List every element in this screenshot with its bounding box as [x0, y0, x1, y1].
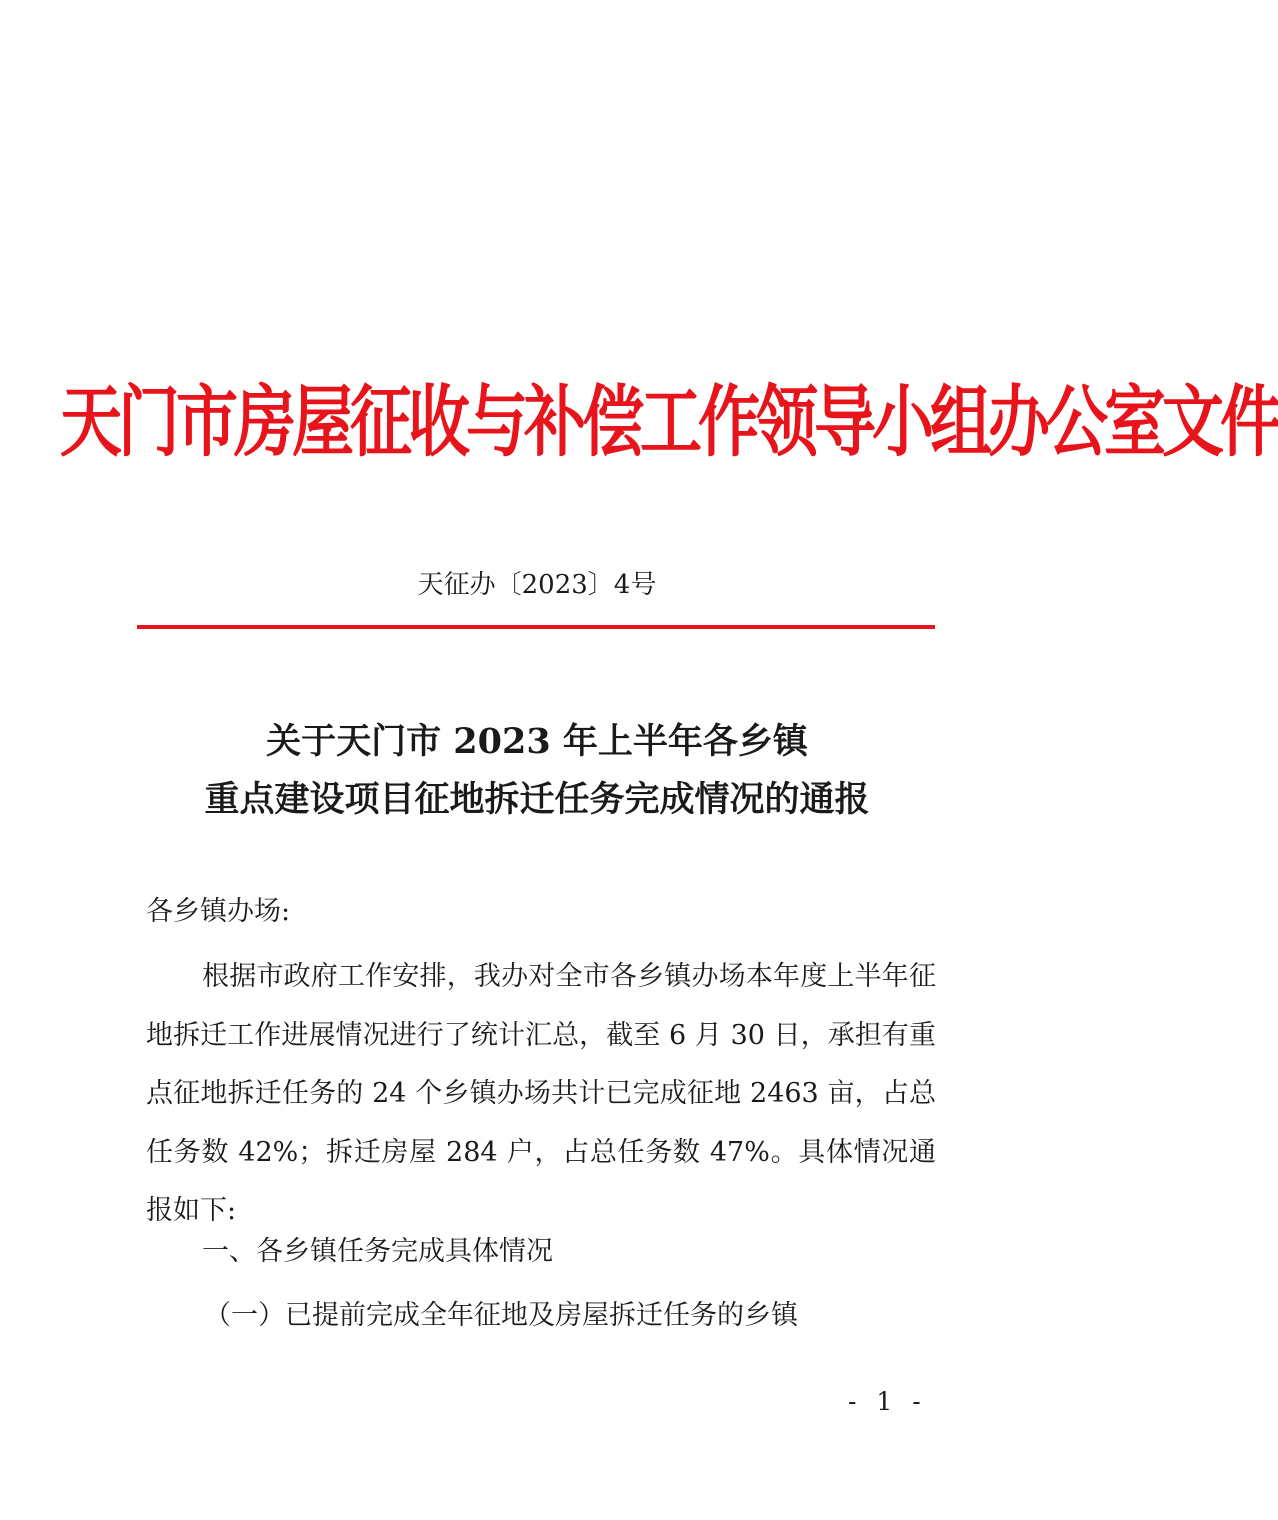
- red-divider-line: [137, 625, 935, 629]
- salutation: 各乡镇办场:: [146, 896, 291, 927]
- document-title-line-1: 关于天门市 2023 年上半年各乡镇: [266, 721, 808, 762]
- section-heading-1: 一、各乡镇任务完成具体情况: [202, 1236, 553, 1267]
- issuer-masthead: 天门市房屋征收与补偿工作领导小组办公室文件: [60, 375, 1278, 467]
- subsection-heading-1: （一）已提前完成全年征地及房屋拆迁任务的乡镇: [204, 1300, 798, 1331]
- document-number: 天征办〔2023〕4号: [417, 570, 657, 600]
- body-paragraph: 根据市政府工作安排，我办对全市各乡镇办场本年度上半年征地拆迁工作进展情况进行了统计汇总，截至 6 月 30 日，承担有重点征地拆迁任务的 24 个乡镇办场共计已完成征地 2463 亩，占总任务数 42%；拆迁房屋 284 户，占总任务数 47%。具体情况通报如下:: [146, 961, 936, 1227]
- document-title-line-2: 重点建设项目征地拆迁任务完成情况的通报: [204, 779, 870, 820]
- page-number: - 1 -: [848, 1387, 927, 1416]
